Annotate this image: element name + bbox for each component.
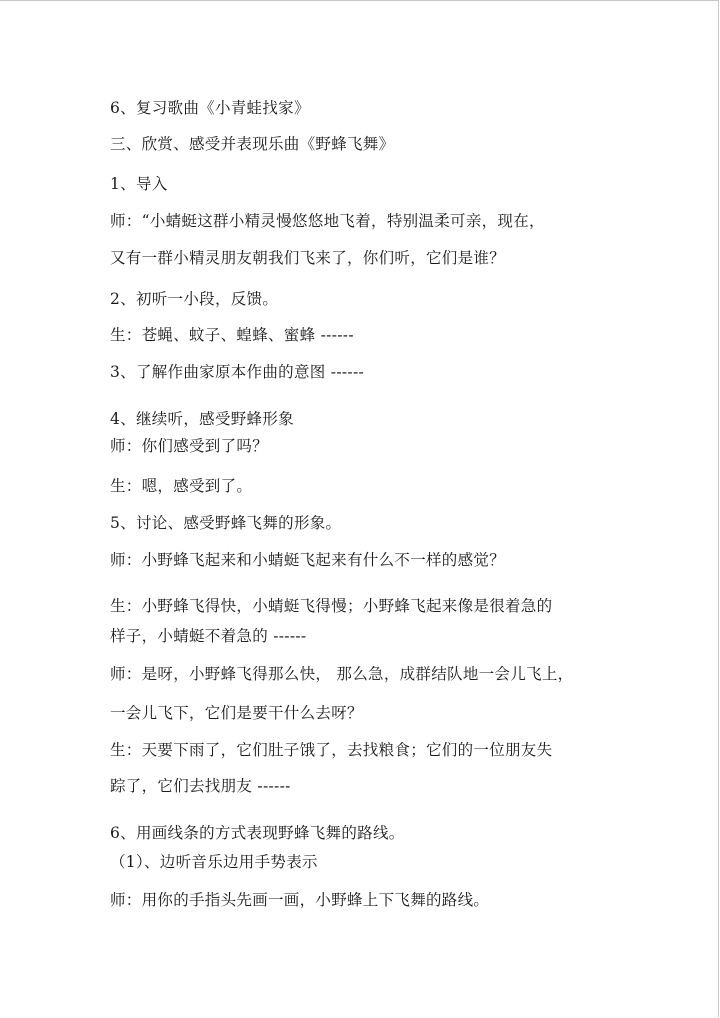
- text-line: 6、复习歌曲《小青蛙找家》: [110, 99, 310, 117]
- text-line: 师：小野蜂飞起来和小蜻蜓飞起来有什么不一样的感觉？: [110, 551, 506, 569]
- section-heading: 三、欣赏、感受并表现乐曲《野蜂飞舞》: [110, 135, 395, 153]
- text-line: 师：用你的手指头先画一画，小野蜂上下飞舞的路线。: [110, 891, 490, 909]
- text-line: 师：你们感受到了吗？: [110, 437, 269, 455]
- text-line: 生：嗯，感受到了。: [110, 477, 253, 495]
- text-line: 生：苍蝇、蚊子、蝗蜂、蜜蜂 ------: [110, 326, 354, 344]
- text-line: 4、继续听，感受野蜂形象: [110, 410, 294, 428]
- text-line: 生：小野蜂飞得快，小蜻蜓飞得慢；小野蜂飞起来像是很着急的: [110, 597, 553, 615]
- text-line: 1、导入: [110, 175, 168, 193]
- text-line: 5、讨论、感受野蜂飞舞的形象。: [110, 514, 342, 532]
- text-line: （1）、边听音乐边用手势表示: [110, 853, 318, 871]
- text-line: 一会儿飞下，它们是要干什么去呀？: [110, 704, 363, 722]
- text-line: 6、用画线条的方式表现野蜂飞舞的路线。: [110, 824, 405, 842]
- text-line: 师：是呀，小野蜂飞得那么快， 那么急，成群结队地一会儿飞上，: [110, 665, 574, 683]
- text-line: 3、了解作曲家原本作曲的意图 ------: [110, 363, 365, 381]
- text-line: 生：天要下雨了，它们肚子饿了，去找粮食；它们的一位朋友失: [110, 741, 553, 759]
- text-line: 又有一群小精灵朋友朝我们飞来了，你们听，它们是谁？: [110, 249, 506, 267]
- text-line: 踪了，它们去找朋友 ------: [110, 777, 291, 795]
- text-line: 师：“小蜻蜓这群小精灵慢悠悠地飞着，特别温柔可亲，现在，: [110, 212, 545, 230]
- text-line: 样子，小蜻蜓不着急的 ------: [110, 627, 307, 645]
- text-line: 2、初听一小段，反馈。: [110, 290, 279, 308]
